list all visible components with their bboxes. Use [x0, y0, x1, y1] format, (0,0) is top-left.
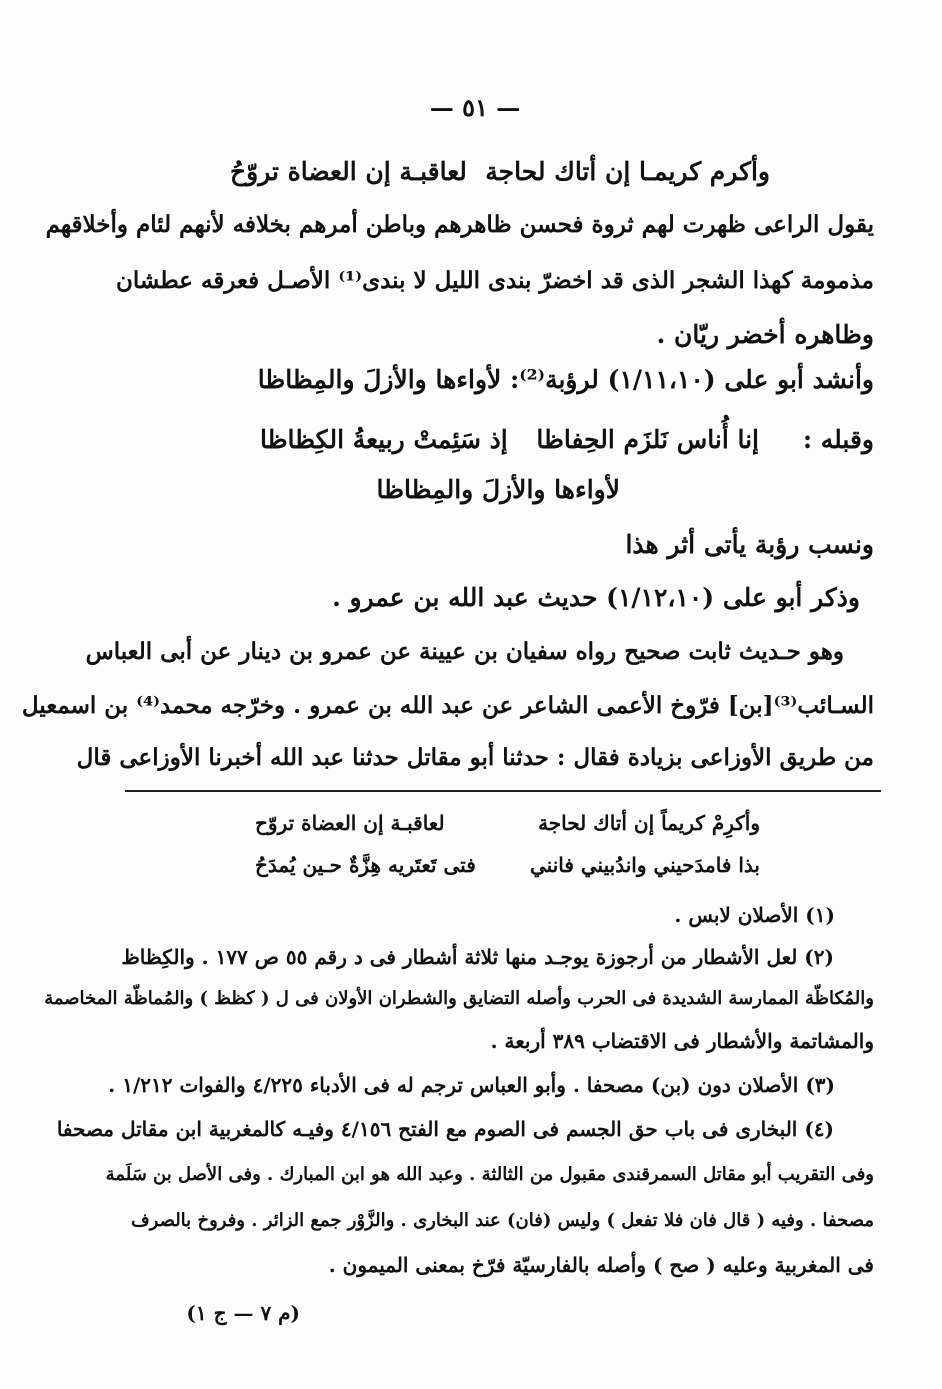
footnote-verse-1-hemistich-1: وأكرِمْ كريماً إن أتاك لحاجة: [538, 811, 760, 835]
footnote-verse-1-hemistich-2: لعاقبـة إن العضاة تروّح: [255, 811, 445, 835]
footnote-verse-2: [255, 848, 760, 882]
footnote-4-line-4: فى المغربية وعليه ( صح ) وأصله بالفارسيّة فرّخ بمعنى الميمون .: [328, 1253, 874, 1277]
body-line-3: وظاهره أخضر ريّان .: [656, 320, 874, 349]
page-number: — ٥١ —: [429, 93, 521, 122]
verse-continuation: لأواءها والأزلَ والمِظاظا: [376, 475, 620, 504]
footnote-verse-2-hemistich-2: فتى تَعتَريه هِزَّةٌ حـين يُمدَحُ: [255, 853, 476, 877]
top-verse-hemistich-1: وأكرم كريمـا إن أتاك لحاجة: [485, 157, 770, 186]
top-verse-hemistich-2: لعاقبـة إن العضاة تروّحُ: [230, 157, 467, 186]
footnote-2-line-2: والمُكاظّة الممارسة الشديدة فى الحرب وأصله التضايق والشطران الأولان فى ل ( كظظ ) والمُماظّة المخاصمة: [44, 988, 874, 1009]
anshad-line: وأنشد أبو على (١/١١،١٠) لرؤبة⁽²⁾: لأواءها والأزلَ والمِظاظا: [257, 365, 874, 394]
body-line-1: يقول الراعى ظهرت لهم ثروة فحسن ظاهرهم وباطن أمرهم بخلافه لأنهم لئام وأخلاقهم: [45, 211, 874, 238]
footnote-divider: [125, 790, 881, 792]
hadith-line-1: وهو حـديث ثابت صحيح رواه سفيان بن عيينة عن عمرو بن دينار عن أبى العباس: [85, 638, 844, 665]
qablahu-hemistich-1: إنا أُناس نَلزَم الحِفاظا: [536, 425, 759, 454]
printer-signature: (م ٧ — ج ١): [186, 1301, 300, 1325]
footnote-2-line-1: (٢) لعل الأشطار من أرجوزة يوجـد منها ثلاثة أشطار فى د رقم ٥٥ ص ١٧٧ . والكِظاظ: [121, 945, 834, 969]
footnote-4-line-2: وفى التقريب أبو مقاتل السمرقندى مقبول من الثالثة . وعبد الله هو ابن المبارك . وفى الأصل بن سَلَمة: [105, 1164, 874, 1185]
footnote-verse-2-hemistich-1: بذا فامدَحيني واندُبيني فانني: [530, 853, 760, 877]
qablahu-label: وقبله :: [802, 425, 874, 454]
hadith-line-3: من طريق الأوزاعى بزيادة فقال : حدثنا أبو مقاتل حدثنا عبد الله أخبرنا الأوزاعى قال: [76, 744, 874, 771]
footnote-4-line-3: مصحفا . وفيه ( قال فان فلا تفعل ) وليس (فان) عند البخارى . والزَّوْر جمع الزائر . وفروخ بالصرف: [131, 1210, 874, 1231]
qablahu-hemistich-2: إذ سَئِمتْ ربيعةُ الكِظاظا: [260, 425, 508, 454]
qablahu-line: [260, 420, 874, 460]
footnote-1: (١) الأصلان لابس .: [674, 903, 835, 927]
body-line-2: مذمومة كهذا الشجر الذى قد اخضرّ بندى الليل لا بندى⁽¹⁾ الأصـل فعرقه عطشان: [115, 267, 874, 294]
footnote-4-line-1: (٤) البخارى فى باب حق الجسم فى الصوم مع الفتح ٤/١٥٦ وفيـه كالمغربية ابن مقاتل مصحفا: [56, 1117, 834, 1141]
top-verse: [230, 152, 770, 192]
footnote-2-line-3: والمشاتمة والأشطار فى الاقتضاب ٣٨٩ أربعة .: [490, 1029, 874, 1053]
footnote-verse-1: [255, 806, 760, 840]
footnote-3: (٣) الأصلان دون (بن) مصحفا . وأبو العباس ترجم له فى الأدباء ٤/٢٢٥ والفوات ١/٢١٢ .: [108, 1073, 835, 1097]
line-after-2: وذكر أبو على (١/١٢،١٠) حديث عبد الله بن عمرو .: [332, 583, 860, 612]
hadith-line-2: السـائب⁽³⁾[بن] فرّوخ الأعمى الشاعر عن عبد الله بن عمرو . وخرّجه محمد⁽⁴⁾ بن اسمعيل: [21, 692, 874, 719]
line-after-1: ونسب رؤبة يأتى أثر هذا: [625, 530, 874, 559]
